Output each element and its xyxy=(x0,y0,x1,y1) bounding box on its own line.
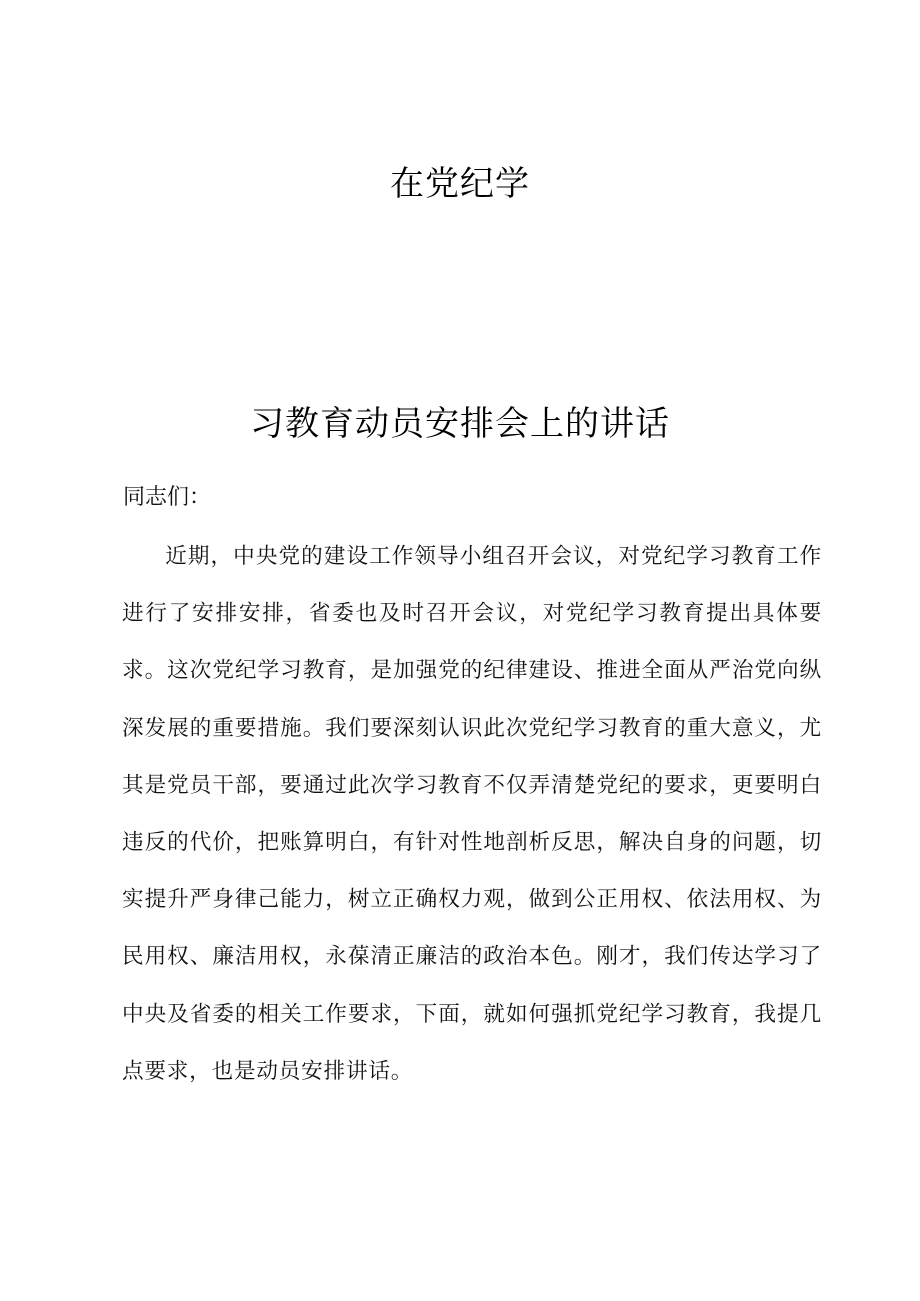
salutation: 同志们： xyxy=(123,485,212,510)
document-title-line-2: 习教育动员安排会上的讲话 xyxy=(250,404,670,444)
body-paragraph: 近期，中央党的建设工作领导小组召开会议，对党纪学习教育工作进行了安排安排，省委也及时召开会议，对党纪学习教育提出具体要求。这次党纪学习教育，是加强党的纪律建设、推进全面从严治党向纵深发展的重要措施。我们要深刻认识此次党纪学习教育的重大意义，尤其是党员干部，要通过此次学习教育不仅弄清楚党纪的要求，更要明白违反的代价，把账算明白，有针对性地剖析反思，解决自身的问题，切实提升严身律己能力，树立正确权力观，做到公正用权、依法用权、为民用权、廉洁用权，永葆清正廉洁的政治本色。刚才，我们传达学习了中央及省委的相关工作要求，下面，就如何强抓党纪学习教育，我提几点要求，也是动员安排讲话。 xyxy=(122,544,822,1084)
document-title-line-1: 在党纪学 xyxy=(390,164,530,204)
